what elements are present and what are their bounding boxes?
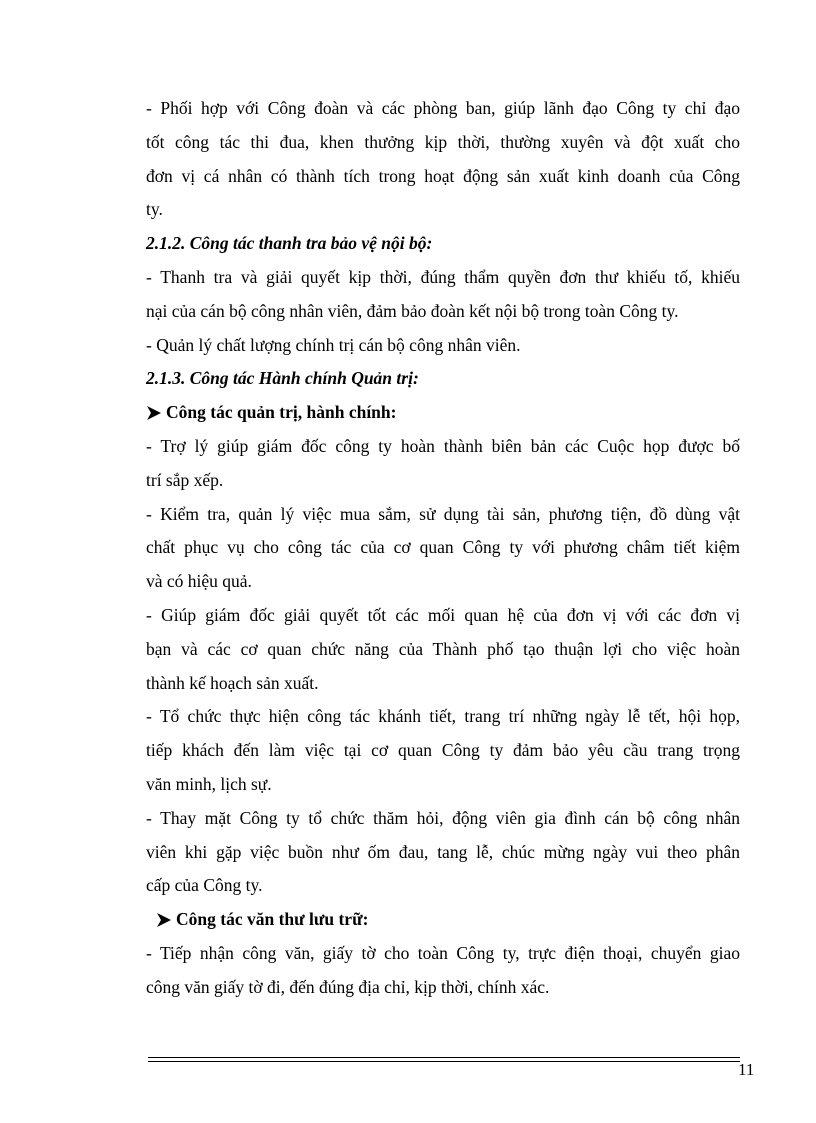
paragraph [146, 498, 740, 599]
text-line: và có hiệu quả. [146, 571, 252, 592]
text-line: tốt công tác thi đua, khen thưởng kịp thời, thường xuyên và đột xuất cho [146, 131, 740, 152]
paragraph [146, 937, 740, 1005]
text-line: - Giúp giám đốc giải quyết tốt các mối quan hệ của đơn vị với các đơn vị [146, 604, 740, 625]
paragraph [146, 599, 740, 700]
bullet-subheading [146, 903, 740, 937]
paragraph [146, 802, 740, 903]
text-line: viên khi gặp việc buồn như ốm đau, tang lễ, chúc mừng ngày vui theo phân [146, 841, 740, 862]
text-line: công văn giấy tờ đi, đến đúng địa chỉ, kịp thời, chính xác. [146, 976, 550, 997]
text-line: ty. [146, 199, 163, 220]
section-heading: 2.1.2. Công tác thanh tra bảo vệ nội bộ: [146, 233, 433, 254]
text-line: - Kiểm tra, quản lý việc mua sắm, sử dụng tài sản, phương tiện, đồ dùng vật [146, 503, 740, 524]
text-line: - Phối hợp với Công đoàn và các phòng ban, giúp lãnh đạo Công ty chỉ đạo [146, 98, 740, 118]
paragraph [146, 329, 740, 363]
text-line: nại của cán bộ công nhân viên, đảm bảo đoàn kết nội bộ trong toàn Công ty. [146, 300, 679, 321]
paragraph [146, 700, 740, 801]
text-line: bạn và các cơ quan chức năng của Thành phố tạo thuận lợi cho việc hoàn [146, 638, 740, 659]
text-line: - Tổ chức thực hiện công tác khánh tiết, trang trí những ngày lễ tết, hội họp, [146, 706, 740, 727]
arrowhead-bullet-icon [156, 903, 176, 937]
text-line: cấp của Công ty. [146, 875, 263, 896]
arrowhead-bullet-icon [146, 396, 166, 430]
text-line: - Thanh tra và giải quyết kịp thời, đúng thẩm quyền đơn thư khiếu tố, khiếu [146, 266, 740, 287]
section-heading: 2.1.3. Công tác Hành chính Quản trị: [146, 368, 419, 389]
paragraph [146, 92, 740, 227]
footer-rule-bottom [148, 1061, 740, 1062]
text-line: đơn vị cá nhân có thành tích trong hoạt động sản xuất kinh doanh của Công [146, 165, 740, 186]
paragraph [146, 430, 740, 498]
subheading-text: Công tác văn thư lưu trữ: [176, 909, 369, 930]
paragraph [146, 261, 740, 329]
text-line: - Thay mặt Công ty tổ chức thăm hỏi, động viên gia đình cán bộ công nhân [146, 807, 740, 828]
text-line: chất phục vụ cho công tác của cơ quan Công ty với phương châm tiết kiệm [146, 537, 740, 558]
page-body [146, 92, 740, 1005]
subheading-text: Công tác quản trị, hành chính: [166, 402, 397, 423]
text-line: - Trợ lý giúp giám đốc công ty hoàn thành biên bản các Cuộc họp được bố [146, 435, 740, 456]
footer-rule-top [148, 1057, 740, 1058]
bullet-subheading [146, 396, 740, 430]
text-line: văn minh, lịch sự. [146, 773, 272, 794]
text-line: thành kế hoạch sản xuất. [146, 672, 319, 693]
text-line: tiếp khách đến làm việc tại cơ quan Công ty đảm bảo yêu cầu trang trọng [146, 740, 740, 761]
text-line: - Tiếp nhận công văn, giấy tờ cho toàn Công ty, trực điện thoại, chuyển giao [146, 942, 740, 963]
text-line: - Quản lý chất lượng chính trị cán bộ công nhân viên. [146, 334, 521, 355]
text-line: trí sắp xếp. [146, 469, 224, 490]
page-number: 11 [738, 1060, 755, 1079]
